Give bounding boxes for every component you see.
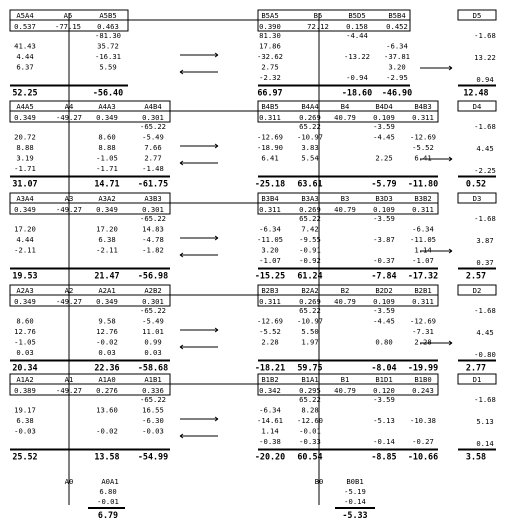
left-distribution-factor: 0.463 [97, 22, 119, 31]
right-distribution-factor: 0.269 [299, 205, 321, 214]
right-header-label: B3D3 [375, 194, 393, 203]
left-header-label: A1 [64, 375, 74, 384]
right-distribution-factor: 0.109 [373, 297, 395, 306]
right-distribution-factor: 0.311 [259, 113, 281, 122]
left-distribution-factor: 0.301 [142, 297, 164, 306]
right-total: -18.60 [341, 87, 373, 98]
left-moment-value: 12.76 [14, 327, 36, 336]
right-moment-value: 1.97 [301, 337, 319, 347]
right-moment-value: -0.01 [299, 426, 321, 436]
right-moment-value: -10.97 [297, 132, 323, 142]
right-total: 63.61 [297, 178, 323, 189]
left-moment-value: 11.01 [142, 327, 164, 336]
right-total: -8.04 [371, 362, 397, 373]
left-moment-value: -65.22 [140, 395, 166, 404]
right-moment-value: -3.59 [373, 306, 395, 315]
left-moment-value: -2.11 [96, 245, 118, 255]
left-moment-value: 8.88 [16, 143, 34, 152]
left-header-label: A5B5 [99, 11, 117, 20]
left-moment-value: 5.59 [99, 62, 117, 72]
left-moment-value: 13.60 [96, 405, 118, 415]
left-moment-value: -1.71 [96, 164, 118, 173]
left-moment-value: -65.22 [140, 306, 166, 315]
left-total: 21.47 [94, 270, 120, 281]
left-header-label: A1B1 [144, 375, 162, 384]
left-header-label: A5A4 [16, 11, 34, 20]
left-distribution-factor: 0.349 [14, 205, 36, 214]
right-total: -5.79 [371, 178, 397, 189]
right-moment-value: -32.62 [257, 52, 283, 61]
right-distribution-factor: 0.158 [346, 22, 368, 31]
end-moment-value: 13.22 [474, 53, 496, 62]
right-moment-value: 65.22 [299, 214, 321, 223]
right-distribution-factor: 0.311 [412, 113, 434, 122]
right-moment-value: -0.91 [299, 245, 321, 255]
left-header-label: A3A4 [16, 194, 34, 203]
left-total: 20.34 [12, 362, 38, 373]
left-distribution-factor: -49.27 [56, 386, 82, 395]
left-header-label: A4 [64, 102, 74, 111]
left-total: -54.99 [137, 451, 169, 462]
left-moment-value: 6.37 [16, 62, 34, 72]
left-moment-value: -2.11 [14, 245, 36, 255]
end-total: 2.57 [465, 270, 487, 281]
left-total: 13.58 [94, 451, 120, 462]
right-distribution-factor: 72.12 [307, 22, 329, 31]
right-header-label: B4B3 [414, 102, 432, 111]
right-moment-value: -2.32 [259, 73, 281, 82]
end-moment-value: -1.68 [474, 306, 496, 315]
right-header-label: B3B2 [414, 194, 432, 203]
right-total: 60.54 [297, 451, 323, 462]
right-header-label: B2A2 [301, 286, 319, 295]
left-distribution-factor: 0.349 [96, 113, 118, 122]
support-label-a0: A0 [64, 477, 74, 486]
right-moment-value: -0.37 [373, 256, 395, 265]
right-moment-value: 2.28 [414, 337, 432, 347]
left-distribution-factor: 0.349 [14, 113, 36, 122]
right-moment-value: -1.07 [412, 256, 434, 265]
right-moment-value: -6.34 [259, 405, 281, 415]
left-moment-value: 19.17 [14, 405, 36, 415]
right-distribution-factor: 40.79 [334, 297, 356, 306]
right-header-label: B3B4 [261, 194, 279, 203]
right-moment-value: 0.80 [375, 337, 393, 347]
right-header-label: B2 [340, 286, 350, 295]
right-distribution-factor: 0.452 [386, 22, 408, 31]
right-moment-value: -12.69 [257, 132, 283, 142]
left-moment-value: -0.03 [142, 426, 164, 436]
right-moment-value: -3.59 [373, 214, 395, 223]
left-moment-value: 4.44 [16, 52, 34, 61]
left-total: -56.98 [137, 270, 169, 281]
left-moment-value: 0.03 [16, 348, 34, 357]
left-header-label: A4B4 [144, 102, 162, 111]
right-header-label: B5 [313, 11, 323, 20]
left-moment-value: -1.05 [14, 337, 36, 347]
left-moment-value: -1.05 [96, 153, 118, 163]
end-moment-value: 0.14 [476, 439, 494, 448]
right-total: -25.18 [254, 178, 286, 189]
right-moment-value: -10.38 [410, 416, 436, 425]
end-moment-value: -0.80 [474, 350, 496, 359]
left-total: 19.53 [12, 270, 38, 281]
right-moment-value: -3.87 [373, 235, 395, 244]
left-distribution-factor: -77.15 [55, 22, 81, 31]
right-header-label: B1 [340, 375, 350, 384]
left-distribution-factor: 0.349 [96, 297, 118, 306]
right-header-label: B2B1 [414, 286, 432, 295]
right-distribution-factor: 0.109 [373, 205, 395, 214]
right-header-label: B1B2 [261, 375, 279, 384]
left-distribution-factor: 0.349 [14, 297, 36, 306]
left-moment-value: -65.22 [140, 214, 166, 223]
right-moment-value: -7.31 [412, 327, 434, 336]
left-moment-value: -0.03 [14, 426, 36, 436]
left-moment-value: -1.82 [142, 245, 164, 255]
right-moment-value: 65.22 [299, 395, 321, 404]
left-moment-value: -1.71 [14, 164, 36, 173]
right-moment-value: -11.05 [410, 235, 436, 244]
end-support-label: D2 [472, 286, 482, 295]
right-moment-value: -12.69 [257, 316, 283, 326]
left-moment-value: 17.20 [96, 224, 118, 234]
left-moment-value: 8.60 [98, 132, 116, 142]
left-distribution-factor: 0.276 [96, 386, 118, 395]
end-support-label: D5 [472, 11, 482, 20]
right-distribution-factor: 0.269 [299, 297, 321, 306]
support-value-b0: -0.14 [344, 497, 366, 506]
left-moment-value: -16.31 [95, 52, 121, 61]
left-moment-value: 41.43 [14, 41, 36, 51]
left-moment-value: 8.88 [98, 143, 116, 152]
support-label-b0: B0 [314, 477, 324, 486]
right-moment-value: -6.34 [412, 224, 434, 234]
right-moment-value: -0.14 [373, 437, 395, 446]
right-moment-value: -5.13 [373, 416, 395, 425]
left-header-label: A2A1 [98, 286, 116, 295]
left-total: 31.07 [12, 178, 38, 189]
right-moment-value: -5.52 [412, 143, 434, 152]
left-total: 52.25 [12, 87, 38, 98]
end-moment-value: 4.45 [476, 144, 494, 153]
support-value-a0: 6.80 [99, 487, 117, 496]
right-header-label: B3 [340, 194, 350, 203]
right-distribution-factor: 0.342 [259, 386, 281, 395]
right-moment-value: -12.69 [410, 316, 436, 326]
right-moment-value: -0.92 [299, 256, 321, 265]
right-header-label: B4B5 [261, 102, 279, 111]
support-sub-a0: A0A1 [101, 477, 119, 486]
left-header-label: A2 [64, 286, 74, 295]
right-moment-value: -13.22 [344, 52, 370, 61]
table-values [12, 11, 495, 520]
right-moment-value: 1.14 [414, 245, 432, 255]
right-moment-value: -37.81 [384, 52, 410, 61]
left-distribution-factor: -49.27 [56, 297, 82, 306]
right-total: -15.25 [254, 270, 286, 281]
right-distribution-factor: 0.311 [412, 297, 434, 306]
right-header-label: B5B4 [388, 11, 406, 20]
left-moment-value: 3.19 [16, 153, 34, 163]
left-moment-value: 7.66 [144, 143, 162, 152]
left-total: -61.75 [137, 178, 169, 189]
right-moment-value: -4.45 [373, 132, 395, 142]
left-distribution-factor: -49.27 [56, 113, 82, 122]
end-total: 2.77 [465, 362, 487, 373]
left-moment-value: -65.22 [140, 122, 166, 131]
left-moment-value: 6.38 [98, 235, 116, 244]
left-moment-value: 8.60 [16, 316, 34, 326]
left-distribution-factor: 0.349 [96, 205, 118, 214]
end-moment-value: 0.94 [476, 75, 494, 84]
right-distribution-factor: 0.311 [259, 297, 281, 306]
right-moment-value: -5.52 [259, 327, 281, 336]
right-header-label: B3A3 [301, 194, 319, 203]
right-moment-value: -11.05 [257, 235, 283, 244]
left-moment-value: 14.83 [142, 224, 164, 234]
right-distribution-factor: 0.295 [299, 386, 321, 395]
right-moment-value: 65.22 [299, 306, 321, 315]
right-total: -7.84 [371, 270, 397, 281]
right-total: -17.32 [407, 270, 439, 281]
right-distribution-factor: 0.109 [373, 113, 395, 122]
right-moment-value: -0.38 [259, 437, 281, 446]
right-moment-value: 6.41 [414, 153, 432, 163]
right-total: 66.97 [257, 87, 283, 98]
left-header-label: A5 [63, 11, 73, 20]
right-distribution-factor: 40.79 [334, 113, 356, 122]
right-total: -46.90 [381, 87, 413, 98]
left-moment-value: 2.77 [144, 153, 162, 163]
left-distribution-factor: 0.301 [142, 205, 164, 214]
right-header-label: B1D1 [375, 375, 393, 384]
right-header-label: B2B3 [261, 286, 279, 295]
end-moment-value: 3.87 [476, 236, 494, 245]
right-distribution-factor: 0.311 [412, 205, 434, 214]
left-total: -58.68 [137, 362, 169, 373]
right-total: 59.75 [297, 362, 323, 373]
end-moment-value: 5.13 [476, 417, 494, 426]
right-moment-value: -0.27 [412, 437, 434, 446]
right-total: -19.99 [407, 362, 439, 373]
left-moment-value: -4.78 [142, 235, 164, 244]
left-moment-value: 12.76 [96, 327, 118, 336]
end-total: 0.52 [465, 178, 487, 189]
right-header-label: B1A1 [301, 375, 319, 384]
right-header-label: B4A4 [301, 102, 319, 111]
end-total: 3.58 [465, 451, 487, 462]
right-distribution-factor: 40.79 [334, 205, 356, 214]
left-total: 14.71 [94, 178, 120, 189]
end-total: 12.48 [463, 87, 489, 98]
left-header-label: A4A3 [98, 102, 116, 111]
left-moment-value: -81.30 [95, 31, 121, 40]
right-total: -10.66 [407, 451, 439, 462]
right-distribution-factor: 0.390 [259, 22, 281, 31]
left-moment-value: 17.20 [14, 224, 36, 234]
right-moment-value: -18.90 [257, 143, 283, 152]
right-moment-value: 6.41 [261, 153, 279, 163]
right-header-label: B5D5 [348, 11, 366, 20]
left-header-label: A3 [64, 194, 74, 203]
left-distribution-factor: 0.336 [142, 386, 164, 395]
left-distribution-factor: 0.389 [14, 386, 36, 395]
right-moment-value: 2.28 [261, 337, 279, 347]
left-moment-value: 4.44 [16, 235, 34, 244]
right-moment-value: 81.30 [259, 31, 281, 40]
right-moment-value: 17.86 [259, 41, 281, 51]
right-moment-value: -4.44 [346, 31, 368, 40]
right-moment-value: 3.83 [301, 143, 319, 152]
right-header-label: B2D2 [375, 286, 393, 295]
right-distribution-factor: 0.120 [373, 386, 395, 395]
right-moment-value: 3.20 [261, 245, 279, 255]
left-header-label: A1A2 [16, 375, 34, 384]
right-moment-value: 1.14 [261, 426, 279, 436]
support-value-b0: -5.19 [344, 487, 366, 496]
end-support-label: D4 [472, 102, 482, 111]
left-distribution-factor: -49.27 [56, 205, 82, 214]
right-distribution-factor: 0.311 [259, 205, 281, 214]
left-total: -56.40 [92, 87, 124, 98]
right-moment-value: -1.07 [259, 256, 281, 265]
end-moment-value: -1.68 [474, 395, 496, 404]
left-header-label: A1A0 [98, 375, 116, 384]
left-total: 22.36 [94, 362, 120, 373]
right-moment-value: 2.75 [261, 62, 279, 72]
right-header-label: B1B0 [414, 375, 432, 384]
support-total-b0: -5.33 [342, 510, 368, 520]
right-moment-value: 5.54 [301, 153, 319, 163]
right-moment-value: -0.33 [299, 437, 321, 446]
right-header-label: B4D4 [375, 102, 393, 111]
support-total-a0: 6.79 [97, 510, 119, 520]
right-moment-value: -12.69 [410, 132, 436, 142]
left-moment-value: 20.72 [14, 132, 36, 142]
end-support-label: D1 [472, 375, 482, 384]
right-moment-value: 3.20 [388, 62, 406, 72]
right-moment-value: -0.94 [346, 73, 368, 82]
right-moment-value: 8.28 [301, 405, 319, 415]
left-header-label: A4A5 [16, 102, 34, 111]
support-sub-b0: B0B1 [346, 477, 364, 486]
end-moment-value: -2.25 [474, 166, 496, 175]
end-moment-value: -1.68 [474, 214, 496, 223]
left-moment-value: -6.30 [142, 416, 164, 425]
end-moment-value: 4.45 [476, 328, 494, 337]
left-moment-value: -0.02 [96, 337, 118, 347]
right-moment-value: -6.34 [386, 41, 408, 51]
right-moment-value: -3.59 [373, 122, 395, 131]
right-distribution-factor: 40.79 [334, 386, 356, 395]
right-moment-value: 7.42 [301, 224, 319, 234]
left-moment-value: 0.03 [98, 348, 116, 357]
right-total: 61.24 [297, 270, 323, 281]
left-moment-value: -5.49 [142, 316, 164, 326]
left-moment-value: 0.99 [144, 337, 162, 347]
left-header-label: A2B2 [144, 286, 162, 295]
right-total: -20.20 [254, 451, 286, 462]
right-distribution-factor: 0.243 [412, 386, 434, 395]
right-distribution-factor: 0.269 [299, 113, 321, 122]
right-header-label: B5A5 [261, 11, 279, 20]
right-moment-value: -4.45 [373, 316, 395, 326]
support-value-a0: -0.01 [97, 497, 119, 506]
left-total: 25.52 [12, 451, 38, 462]
left-header-label: A3B3 [144, 194, 162, 203]
right-total: -11.80 [407, 178, 439, 189]
right-moment-value: 5.50 [301, 327, 319, 336]
left-moment-value: 16.55 [142, 405, 164, 415]
right-moment-value: -12.60 [297, 416, 323, 425]
end-support-label: D3 [472, 194, 482, 203]
left-moment-value: -1.48 [142, 164, 164, 173]
right-moment-value: -6.34 [259, 224, 281, 234]
left-header-label: A3A2 [98, 194, 116, 203]
right-moment-value: -2.95 [386, 73, 408, 82]
left-moment-value: -0.02 [96, 426, 118, 436]
left-distribution-factor: 0.301 [142, 113, 164, 122]
end-moment-value: -1.68 [474, 122, 496, 131]
left-moment-value: 9.58 [98, 316, 116, 326]
left-header-label: A2A3 [16, 286, 34, 295]
left-moment-value: 0.03 [144, 348, 162, 357]
left-moment-value: -5.49 [142, 132, 164, 142]
end-moment-value: -1.68 [474, 31, 496, 40]
right-moment-value: 65.22 [299, 122, 321, 131]
right-header-label: B4 [340, 102, 350, 111]
right-moment-value: 2.25 [375, 153, 393, 163]
right-total: -8.85 [371, 451, 397, 462]
left-moment-value: 35.72 [97, 41, 119, 51]
right-moment-value: -9.55 [299, 235, 321, 244]
right-total: -18.21 [254, 362, 286, 373]
end-moment-value: 0.37 [476, 258, 494, 267]
left-moment-value: 6.38 [16, 416, 34, 425]
right-moment-value: -10.97 [297, 316, 323, 326]
left-distribution-factor: 0.537 [14, 22, 36, 31]
right-moment-value: -14.61 [257, 416, 283, 425]
right-moment-value: -3.59 [373, 395, 395, 404]
